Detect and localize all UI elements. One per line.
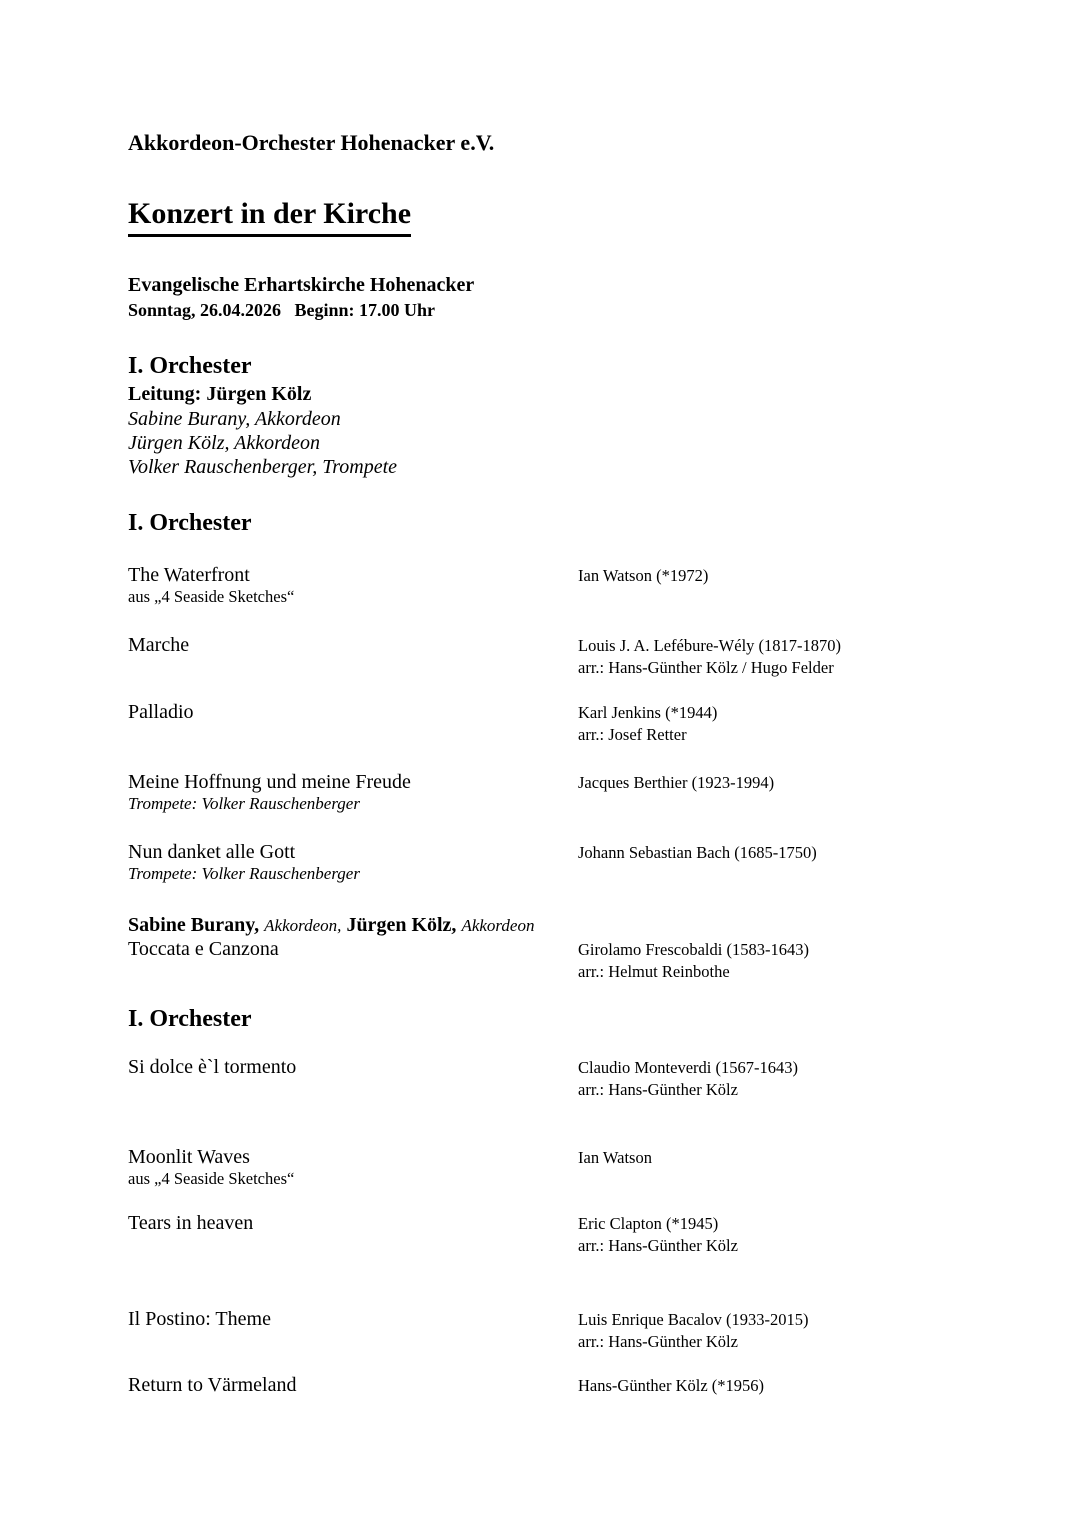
program-item: [128, 1146, 1020, 1189]
composer: Eric Clapton (*1945): [578, 1214, 719, 1233]
composer: Girolamo Frescobaldi (1583-1643): [578, 940, 809, 959]
piece-title: Meine Hoffnung und meine Freude: [128, 771, 411, 793]
program-item: [128, 938, 1020, 983]
piece-subtitle: Trompete: Volker Rauschenberger: [128, 794, 360, 813]
program-item: [128, 564, 1020, 607]
program-item: [128, 1308, 1020, 1353]
ensemble-leader: Leitung: Jürgen Kölz: [128, 383, 312, 405]
piece-title: Nun danket alle Gott: [128, 841, 296, 863]
piece-title: The Waterfront: [128, 564, 250, 586]
arranger: arr.: Josef Retter: [578, 725, 687, 744]
page-title: Konzert in der Kirche: [128, 196, 411, 237]
section-heading: I. Orchester: [128, 1006, 252, 1032]
composer: Hans-Günther Kölz (*1956): [578, 1376, 765, 1395]
composer: Luis Enrique Bacalov (1933-2015): [578, 1310, 809, 1329]
piece-title: Palladio: [128, 701, 194, 723]
arranger: arr.: Hans-Günther Kölz: [578, 1332, 738, 1351]
composer: Karl Jenkins (*1944): [578, 703, 718, 722]
arranger: arr.: Hans-Günther Kölz: [578, 1236, 738, 1255]
composer: Louis J. A. Lefébure-Wély (1817-1870): [578, 636, 842, 655]
performer-name: Jürgen Kölz,: [346, 914, 457, 936]
piece-title: Return to Värmeland: [128, 1374, 297, 1396]
piece-title: Moonlit Waves: [128, 1146, 250, 1168]
piece-subtitle: aus „4 Seaside Sketches“: [128, 1169, 295, 1188]
program-item: [128, 1374, 1020, 1397]
composer: Johann Sebastian Bach (1685-1750): [578, 843, 817, 862]
section-heading: I. Orchester: [128, 510, 252, 536]
program-item: [128, 841, 1020, 884]
piece-title: Si dolce è`l tormento: [128, 1056, 297, 1078]
program-item: [128, 771, 1020, 814]
piece-title: Toccata e Canzona: [128, 938, 279, 960]
organization-name: Akkordeon-Orchester Hohenacker e.V.: [128, 130, 495, 155]
event-datetime: Sonntag, 26.04.2026 Beginn: 17.00 Uhr: [128, 300, 436, 320]
piece-title: Il Postino: Theme: [128, 1308, 271, 1330]
program-item: [128, 701, 1020, 746]
piece-title: Tears in heaven: [128, 1212, 254, 1234]
ensemble-heading: I. Orchester: [128, 353, 252, 379]
page-title-wrap: [128, 196, 1020, 237]
arranger: arr.: Hans-Günther Kölz: [578, 1080, 738, 1099]
duo-performers-heading: [128, 913, 1020, 938]
piece-subtitle: aus „4 Seaside Sketches“: [128, 587, 295, 606]
ensemble-block: [128, 352, 1020, 479]
performer-name: Sabine Burany,: [128, 914, 260, 936]
ensemble-member: Volker Rauschenberger, Trompete: [128, 456, 398, 478]
composer: Ian Watson (*1972): [578, 566, 709, 585]
arranger: arr.: Hans-Günther Kölz / Hugo Felder: [578, 658, 834, 677]
composer: Claudio Monteverdi (1567-1643): [578, 1058, 798, 1077]
ensemble-member: Sabine Burany, Akkordeon: [128, 408, 341, 430]
performer-instrument: Akkordeon,: [264, 916, 342, 935]
program-item: [128, 1212, 1020, 1257]
program-item: [128, 634, 1020, 679]
venue-name: Evangelische Erhartskirche Hohenacker: [128, 274, 475, 296]
program-item: [128, 1056, 1020, 1101]
arranger: arr.: Helmut Reinbothe: [578, 962, 730, 981]
piece-title: Marche: [128, 634, 190, 656]
ensemble-member: Jürgen Kölz, Akkordeon: [128, 432, 321, 454]
piece-subtitle: Trompete: Volker Rauschenberger: [128, 864, 360, 883]
performer-instrument: Akkordeon: [461, 916, 535, 935]
composer: Ian Watson: [578, 1148, 652, 1167]
composer: Jacques Berthier (1923-1994): [578, 773, 775, 792]
